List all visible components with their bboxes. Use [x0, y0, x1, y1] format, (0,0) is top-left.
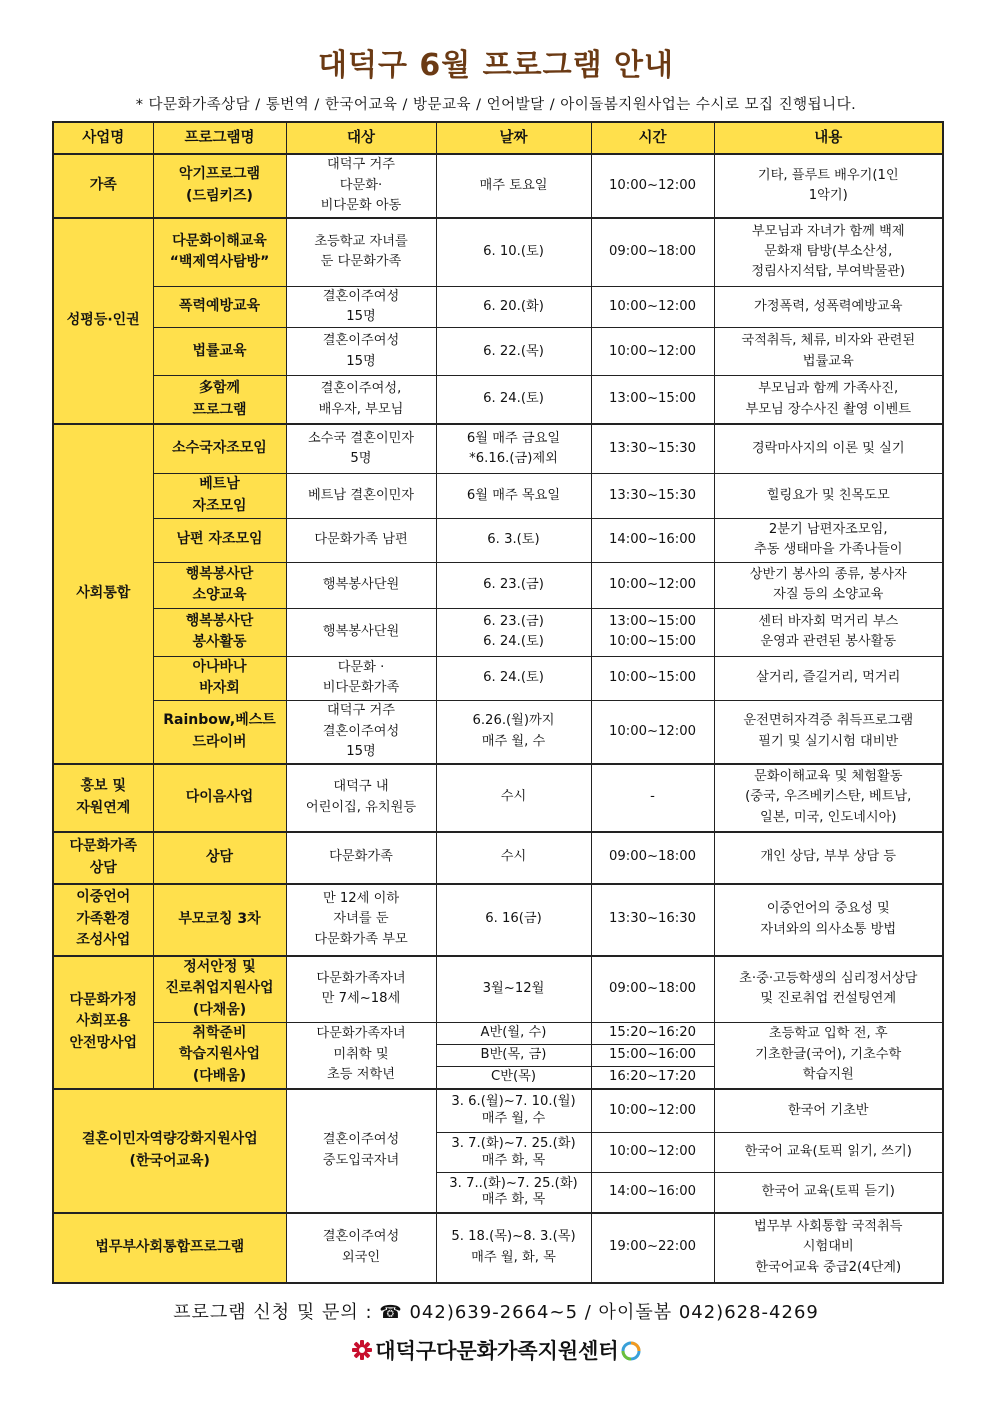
date-cell: 6. 3.(토): [436, 518, 591, 562]
table-row: [53, 832, 943, 884]
time-cell: 14:00~16:00: [591, 1173, 714, 1213]
target-cell: 결혼이주여성, 배우자, 부모님: [286, 376, 436, 424]
table-row: [53, 656, 943, 700]
recruit-notice: * 다문화가족상담 / 통번역 / 한국어교육 / 방문교육 / 언어발달 / 아이돌봄지원사업는 수시로 모집 진행됩니다.: [135, 97, 857, 113]
content-cell: 경락마사지의 이론 및 실기: [714, 424, 943, 474]
content-cell: 부모님과 자녀가 함께 백제 문화재 탐방(부소산성, 정림사지석탑, 부여박물관): [714, 218, 943, 286]
target-cell: 만 12세 이하 자녀를 둔 다문화가족 부모: [286, 884, 436, 956]
table-row: [53, 701, 943, 764]
time-cell: 19:00~22:00: [591, 1213, 714, 1283]
content-cell: 국적취득, 체류, 비자와 관련된 법률교육: [714, 328, 943, 376]
table-row: [53, 764, 943, 832]
content-cell: 한국어 교육(토픽 읽기, 쓰기): [714, 1133, 943, 1173]
content-cell: 법무부 사회통합 국적취득 시험대비 한국어교육 중급2(4단계): [714, 1213, 943, 1283]
table-row: [53, 956, 943, 1023]
time-cell: 10:00~12:00: [591, 701, 714, 764]
target-cell: 결혼이주여성 15명: [286, 328, 436, 376]
family-logo-icon: [621, 1341, 641, 1361]
time-cell: 10:00~12:00: [591, 154, 714, 218]
program-cell: 행복봉사단 소양교육: [153, 562, 286, 608]
program-cell: 법률교육: [153, 328, 286, 376]
program-cell: 정서안정 및 진로취업지원사업 (다채움): [153, 956, 286, 1023]
target-cell: 다문화 · 비다문화가족: [286, 656, 436, 700]
time-cell: 13:30~16:30: [591, 884, 714, 956]
time-cell: 10:00~12:00: [591, 286, 714, 328]
table-row: [53, 154, 943, 218]
program-cell: 행복봉사단 봉사활동: [153, 608, 286, 656]
header-business: 사업명: [53, 122, 153, 154]
content-cell: 운전면허자격증 취득프로그램 필기 및 실기시험 대비반: [714, 701, 943, 764]
program-cell: 악기프로그램 (드림키즈): [153, 154, 286, 218]
content-cell: 부모님과 함께 가족사진, 부모님 장수사진 촬영 이벤트: [714, 376, 943, 424]
program-cell: 취학준비 학습지원사업 (다배움): [153, 1022, 286, 1089]
content-cell: 개인 상담, 부부 상담 등: [714, 832, 943, 884]
target-cell: 소수국 결혼이민자 5명: [286, 424, 436, 474]
table-row: [53, 376, 943, 424]
category-cell: 결혼이민자역량강화지원사업 (한국어교육): [53, 1089, 286, 1213]
date-cell: B반(목, 금): [436, 1044, 591, 1066]
phone-icon: ☎: [379, 1302, 403, 1323]
program-cell: Rainbow,베스트 드라이버: [153, 701, 286, 764]
content-cell: 초·중·고등학생의 심리정서상담 및 진로취업 컨설팅연계: [714, 956, 943, 1023]
target-cell: 베트남 결혼이민자: [286, 474, 436, 518]
content-cell: 가정폭력, 성폭력예방교육: [714, 286, 943, 328]
time-cell: 14:00~16:00: [591, 518, 714, 562]
header-content: 내용: [714, 122, 943, 154]
program-cell: 남편 자조모임: [153, 518, 286, 562]
program-cell: 아나바나 바자회: [153, 656, 286, 700]
date-cell: 6월 매주 금요일 *6.16.(금)제외: [436, 424, 591, 474]
organization-name: [0, 1335, 992, 1365]
target-cell: 다문화가족자녀 만 7세~18세: [286, 956, 436, 1023]
program-cell: 다이음사업: [153, 764, 286, 832]
time-cell: -: [591, 764, 714, 832]
content-cell: 문화이해교육 및 체험활동 (중국, 우즈베키스탄, 베트남, 일본, 미국, 인도네시아): [714, 764, 943, 832]
content-cell: 센터 바자회 먹거리 부스 운영과 관련된 봉사활동: [714, 608, 943, 656]
content-cell: 이중언어의 중요성 및 자녀와의 의사소통 방법: [714, 884, 943, 956]
table-row: [53, 218, 943, 286]
target-cell: 행복봉사단원: [286, 562, 436, 608]
program-cell: 상담: [153, 832, 286, 884]
organization-label: 대덕구다문화가족지원센터: [375, 1339, 619, 1363]
category-cell: 가족: [53, 154, 153, 218]
category-cell: 이중언어 가족환경 조성사업: [53, 884, 153, 956]
time-cell: 13:00~15:00: [591, 376, 714, 424]
target-cell: 초등학교 자녀를 둔 다문화가족: [286, 218, 436, 286]
time-cell: 10:00~12:00: [591, 328, 714, 376]
date-cell: 6. 24.(토): [436, 656, 591, 700]
date-cell: 수시: [436, 764, 591, 832]
header-time: 시간: [591, 122, 714, 154]
program-table: [52, 121, 944, 1284]
date-cell: 6. 24.(토): [436, 376, 591, 424]
category-cell: 다문화가족 상담: [53, 832, 153, 884]
time-cell: 10:00~15:00: [591, 656, 714, 700]
time-cell: 10:00~12:00: [591, 1133, 714, 1173]
table-row: [53, 424, 943, 474]
program-cell: 폭력예방교육: [153, 286, 286, 328]
date-cell: 6. 10.(토): [436, 218, 591, 286]
date-cell: 6. 23.(금) 6. 24.(토): [436, 608, 591, 656]
time-cell: 13:30~15:30: [591, 474, 714, 518]
time-cell: 10:00~12:00: [591, 562, 714, 608]
date-cell: 3월~12월: [436, 956, 591, 1023]
category-cell: 홍보 및 자원연계: [53, 764, 153, 832]
target-cell: 대덕구 내 어린이집, 유치원등: [286, 764, 436, 832]
target-cell: 다문화가족: [286, 832, 436, 884]
date-cell: 6월 매주 목요일: [436, 474, 591, 518]
program-cell: 다문화이해교육 “백제역사탐방”: [153, 218, 286, 286]
category-cell: 다문화가정 사회포용 안전망사업: [53, 956, 153, 1089]
date-cell: 매주 토요일: [436, 154, 591, 218]
table-row: [53, 286, 943, 328]
date-cell: 5. 18.(목)~8. 3.(목) 매주 월, 화, 목: [436, 1213, 591, 1283]
contact-label: 프로그램 신청 및 문의 :: [173, 1302, 373, 1323]
content-cell: 기타, 플루트 배우기(1인 1악기): [714, 154, 943, 218]
target-cell: 다문화가족 남편: [286, 518, 436, 562]
date-cell: 6.26.(월)까지 매주 월, 수: [436, 701, 591, 764]
target-cell: 대덕구 거주 다문화· 비다문화 아동: [286, 154, 436, 218]
date-cell: A반(월, 수): [436, 1022, 591, 1044]
table-row: [53, 562, 943, 608]
category-cell: 사회통합: [53, 424, 153, 764]
content-cell: 한국어 기초반: [714, 1089, 943, 1133]
content-cell: 한국어 교육(토픽 듣기): [714, 1173, 943, 1213]
table-row: [53, 1022, 943, 1044]
time-cell: 10:00~12:00: [591, 1089, 714, 1133]
category-cell: 성평등·인권: [53, 218, 153, 424]
program-cell: 부모코칭 3차: [153, 884, 286, 956]
date-cell: C반(목): [436, 1066, 591, 1088]
header-program: 프로그램명: [153, 122, 286, 154]
date-cell: 수시: [436, 832, 591, 884]
page-title: 대덕구 6월 프로그램 안내: [317, 48, 674, 83]
time-cell: 16:20~17:20: [591, 1066, 714, 1088]
target-cell: 대덕구 거주 결혼이주여성 15명: [286, 701, 436, 764]
center-logo-icon: [351, 1339, 373, 1361]
date-cell: 3. 6.(월)~7. 10.(월) 매주 월, 수: [436, 1089, 591, 1133]
date-cell: 3. 7..(화)~7. 25.(화) 매주 화, 목: [436, 1173, 591, 1213]
time-cell: 13:00~15:00 10:00~15:00: [591, 608, 714, 656]
content-cell: 상반기 봉사의 종류, 봉사자 자질 등의 소양교육: [714, 562, 943, 608]
target-cell: 결혼이주여성 중도입국자녀: [286, 1089, 436, 1213]
table-row: [53, 328, 943, 376]
program-cell: 多함께 프로그램: [153, 376, 286, 424]
table-row: [53, 1213, 943, 1283]
table-row: [53, 608, 943, 656]
content-cell: 2분기 남편자조모임, 추동 생태마을 가족나들이: [714, 518, 943, 562]
date-cell: 6. 23.(금): [436, 562, 591, 608]
table-row: [53, 518, 943, 562]
program-cell: 소수국자조모임: [153, 424, 286, 474]
header-date: 날짜: [436, 122, 591, 154]
date-cell: 6. 20.(화): [436, 286, 591, 328]
target-cell: 다문화가족자녀 미취학 및 초등 저학년: [286, 1022, 436, 1089]
time-cell: 09:00~18:00: [591, 832, 714, 884]
date-cell: 3. 7.(화)~7. 25.(화) 매주 화, 목: [436, 1133, 591, 1173]
content-cell: 힐링요가 및 친목도모: [714, 474, 943, 518]
content-cell: 살거리, 즐길거리, 먹거리: [714, 656, 943, 700]
date-cell: 6. 22.(목): [436, 328, 591, 376]
target-cell: 행복봉사단원: [286, 608, 436, 656]
target-cell: 결혼이주여성 외국인: [286, 1213, 436, 1283]
date-cell: 6. 16(금): [436, 884, 591, 956]
table-row: [53, 1089, 943, 1133]
program-cell: 베트남 자조모임: [153, 474, 286, 518]
time-cell: 15:00~16:00: [591, 1044, 714, 1066]
contact-info: [0, 1298, 992, 1324]
table-row: [53, 884, 943, 956]
time-cell: 09:00~18:00: [591, 956, 714, 1023]
header-target: 대상: [286, 122, 436, 154]
contact-phone: 042)639-2664~5 / 아이돌봄 042)628-4269: [409, 1302, 819, 1323]
table-row: [53, 474, 943, 518]
category-cell: 법무부사회통합프로그램: [53, 1213, 286, 1283]
content-cell: 초등학교 입학 전, 후 기초한글(국어), 기초수학 학습지원: [714, 1022, 943, 1089]
time-cell: 09:00~18:00: [591, 218, 714, 286]
target-cell: 결혼이주여성 15명: [286, 286, 436, 328]
time-cell: 15:20~16:20: [591, 1022, 714, 1044]
time-cell: 13:30~15:30: [591, 424, 714, 474]
table-header-row: [53, 122, 943, 154]
